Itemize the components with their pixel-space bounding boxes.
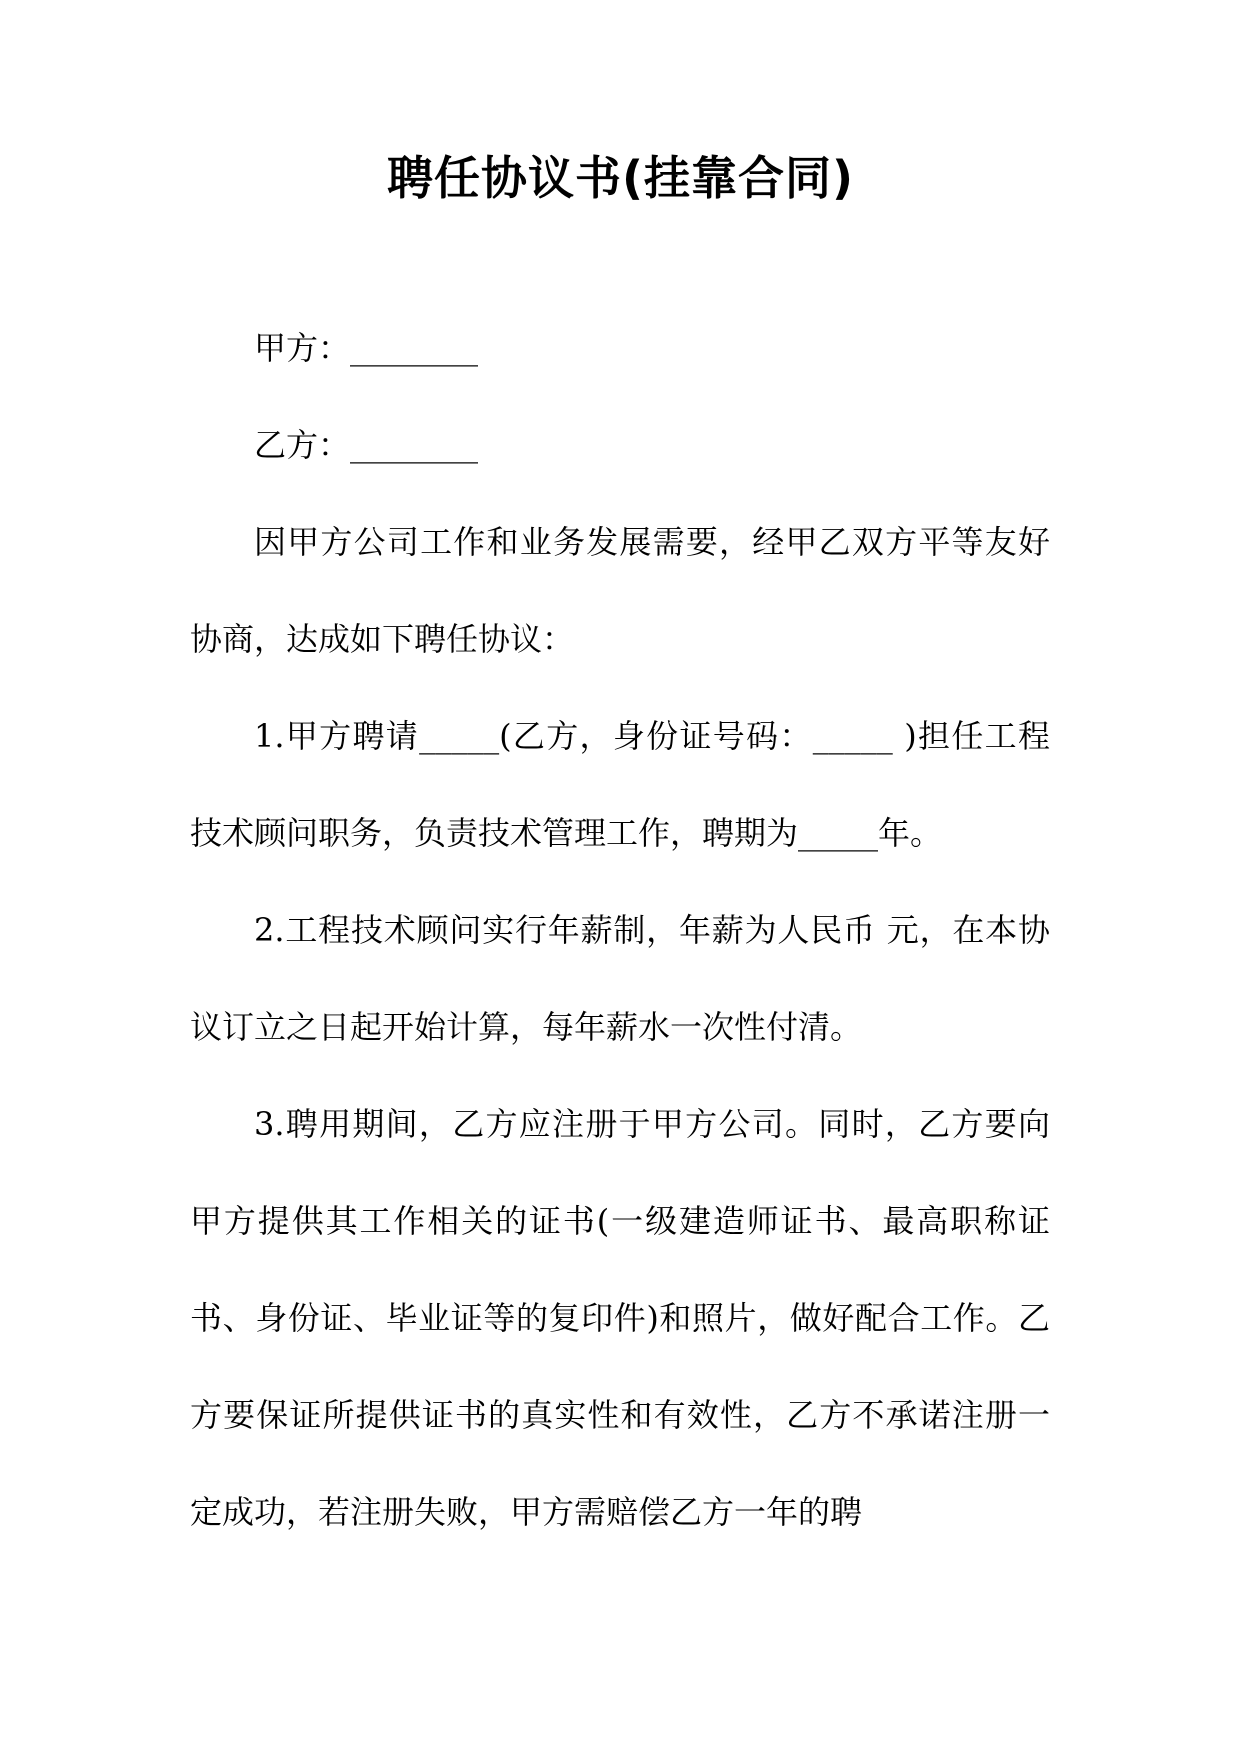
party-b-line: 乙方：________: [254, 426, 479, 464]
document-title: 聘任协议书(挂靠合同): [386, 151, 855, 205]
document-body: [190, 300, 1050, 1561]
clause-3-paragraph: 3.聘用期间，乙方应注册于甲方公司。同时，乙方要向甲方提供其工作相关的证书(一级建造师证书、最高职称证书、身份证、毕业证等的复印件)和照片，做好配合工作。乙方要保证所提供证书的真实性和有效性，乙方不承诺注册一定成功，若注册失败，甲方需赔偿乙方一年的聘: [190, 1105, 1050, 1531]
clause-1-paragraph: 1.甲方聘请_____(乙方，身份证号码：_____ )担任工程技术顾问职务，负责技术管理工作，聘期为_____年。: [190, 717, 1050, 852]
preamble-paragraph: 因甲方公司工作和业务发展需要，经甲乙双方平等友好协商，达成如下聘任协议：: [190, 523, 1050, 658]
clause-2-paragraph: 2.工程技术顾问实行年薪制，年薪为人民币 元，在本协议订立之日起开始计算，每年薪水一次性付清。: [190, 911, 1050, 1046]
party-a-line: 甲方：________: [254, 329, 479, 367]
